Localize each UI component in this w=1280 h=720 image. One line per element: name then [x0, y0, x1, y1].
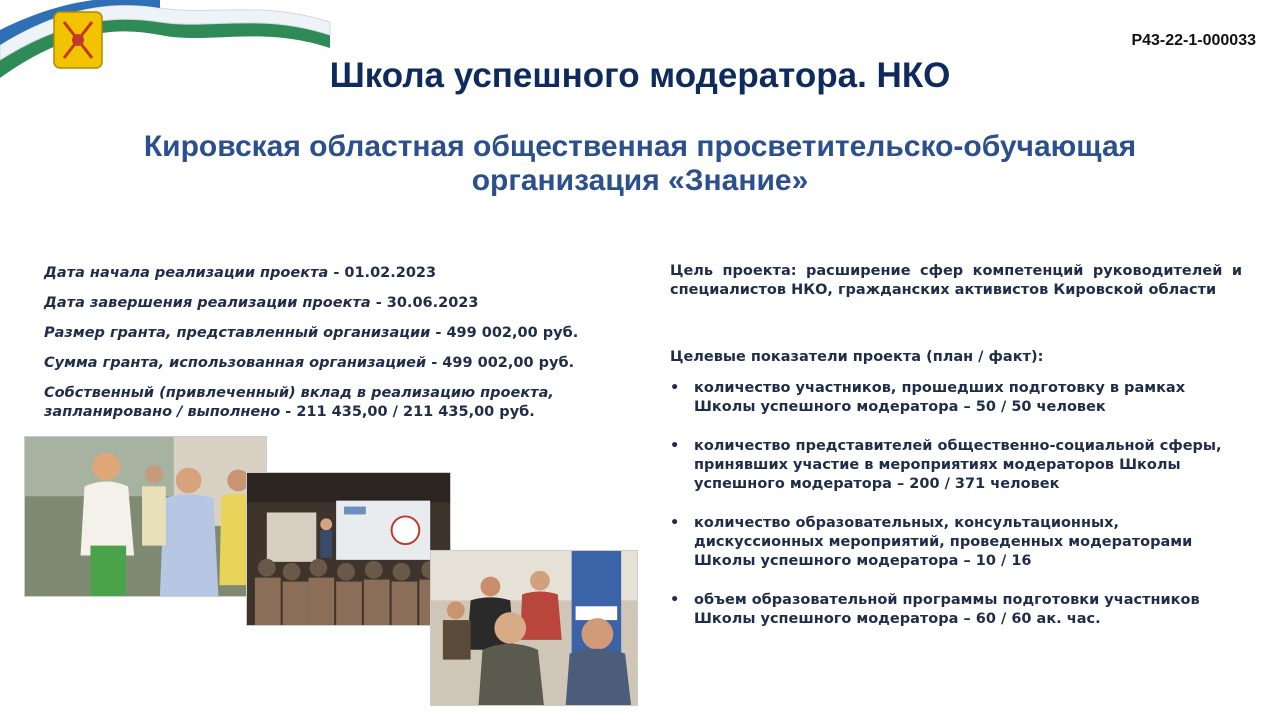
detail-label: Размер гранта, представленный организации — [44, 325, 431, 341]
event-photo-1 — [24, 436, 267, 597]
indicator-text: количество участников, прошедших подготовку в рамках Школы успешного модератора – 50 / 50 человек — [694, 380, 1186, 415]
detail-end-date — [44, 294, 624, 313]
list-item — [670, 591, 1242, 629]
event-photo-2 — [246, 472, 451, 626]
project-code: Р43-22-1-000033 — [1131, 32, 1256, 49]
bullet-icon: • — [670, 438, 680, 454]
bullet-icon: • — [670, 592, 680, 608]
project-goals — [670, 262, 1242, 649]
detail-value: - 499 002,00 руб. — [426, 355, 575, 371]
detail-label: Сумма гранта, использованная организацией — [44, 355, 427, 371]
event-photo-3 — [430, 550, 638, 706]
page-title: Школа успешного модератора. НКО — [329, 56, 951, 95]
detail-value: - 01.02.2023 — [328, 265, 437, 281]
organization-name-line-1: Кировская областная общественная просветительско-обучающая — [143, 130, 1137, 163]
list-item — [670, 437, 1242, 494]
detail-value: - 30.06.2023 — [370, 295, 479, 311]
detail-label: Дата начала реализации проекта — [44, 265, 329, 281]
detail-grant-size — [44, 324, 624, 343]
indicator-text: количество образовательных, консультационных, дискуссионных мероприятий, проведенных модераторами Школы успешного модератора – 10 / 16 — [694, 515, 1193, 569]
bullet-icon: • — [670, 515, 680, 531]
detail-label: Дата завершения реализации проекта — [44, 295, 371, 311]
organization-name-line-2: организация «Знание» — [471, 164, 809, 197]
detail-start-date — [44, 264, 624, 283]
indicator-text: объем образовательной программы подготовки участников Школы успешного модератора – 60 / 60 ак. час. — [694, 592, 1200, 627]
indicators-title: Целевые показатели проекта (план / факт): — [670, 349, 1044, 365]
detail-own-contribution — [44, 384, 624, 422]
list-item — [670, 514, 1242, 571]
detail-grant-used — [44, 354, 624, 373]
detail-value: - 211 435,00 / 211 435,00 руб. — [280, 404, 535, 420]
organization-name — [40, 130, 1240, 198]
indicators-list — [670, 379, 1242, 629]
indicator-text: количество представителей общественно-социальной сферы, принявших участие в мероприятиях модераторов Школы успешного модератора – 200 / 371 человек — [694, 438, 1222, 492]
detail-value: - 499 002,00 руб. — [430, 325, 579, 341]
project-goal: Цель проекта: расширение сфер компетенций руководителей и специалистов НКО, гражданских активистов Кировской области — [670, 263, 1242, 298]
list-item — [670, 379, 1242, 417]
detail-label: Собственный (привлеченный) вклад в реализацию проекта, запланировано / выполнено — [44, 385, 554, 420]
bullet-icon: • — [670, 380, 680, 396]
project-details — [44, 264, 624, 433]
